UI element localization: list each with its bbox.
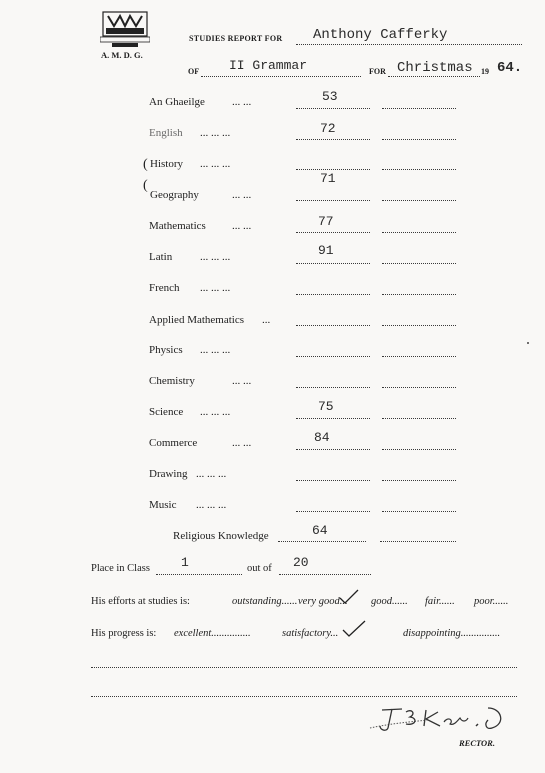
place-position: 1 bbox=[181, 555, 189, 570]
subject-leader: ... ... ... bbox=[200, 127, 231, 139]
subject-name: History bbox=[150, 158, 183, 170]
subject-mark: 53 bbox=[322, 89, 338, 104]
rector-signature-icon bbox=[368, 700, 513, 740]
history-geography-mark: 71 bbox=[320, 171, 336, 186]
mark-line bbox=[296, 232, 370, 233]
efforts-very-good: very good... bbox=[298, 596, 348, 607]
mark-line bbox=[296, 418, 370, 419]
remark-line bbox=[382, 418, 456, 419]
year-suffix: 64. bbox=[497, 60, 523, 76]
remarks-line bbox=[91, 667, 517, 668]
mark-line bbox=[278, 541, 366, 542]
term-line bbox=[388, 76, 480, 77]
subject-name: Latin bbox=[149, 251, 173, 263]
efforts-fair: fair...... bbox=[425, 596, 455, 607]
subject-leader: ... ... ... bbox=[200, 251, 231, 263]
subject-leader: ... bbox=[262, 314, 271, 326]
mark-line bbox=[296, 325, 370, 326]
for-label: FOR bbox=[369, 67, 386, 76]
subject-name: An Ghaeilge bbox=[149, 96, 205, 108]
subject-leader: ... ... ... bbox=[196, 499, 227, 511]
subject-leader: ... ... ... bbox=[200, 282, 231, 294]
mark-line bbox=[296, 263, 370, 264]
subject-leader: ... ... ... bbox=[196, 468, 227, 480]
subject-leader: ... ... bbox=[232, 375, 252, 387]
check-mark-icon bbox=[341, 619, 367, 639]
subject-name: Science bbox=[149, 406, 184, 418]
remark-line bbox=[382, 139, 456, 140]
class-line bbox=[201, 76, 361, 77]
mark-line bbox=[296, 449, 370, 450]
subject-leader: ... ... bbox=[232, 437, 252, 449]
progress-excellent: excellent............... bbox=[174, 628, 251, 639]
remarks-line bbox=[91, 696, 517, 697]
mark-line bbox=[296, 356, 370, 357]
class-total: 20 bbox=[293, 555, 309, 570]
remark-line bbox=[382, 232, 456, 233]
subject-name: Religious Knowledge bbox=[173, 530, 269, 542]
subject-name: Mathematics bbox=[149, 220, 206, 232]
efforts-outstanding: outstanding...... bbox=[232, 596, 298, 607]
subject-name: English bbox=[149, 127, 183, 139]
term: Christmas bbox=[397, 60, 473, 76]
place-label: Place in Class bbox=[91, 563, 150, 574]
efforts-poor: poor...... bbox=[474, 596, 509, 607]
remark-line bbox=[382, 480, 456, 481]
mark-line bbox=[296, 480, 370, 481]
bracket-bottom: ( bbox=[143, 178, 148, 193]
report-for-label: STUDIES REPORT FOR bbox=[189, 34, 283, 43]
bracket-top: ( bbox=[143, 157, 148, 172]
subject-mark: 77 bbox=[318, 214, 334, 229]
rector-label: RECTOR. bbox=[459, 738, 495, 748]
subject-mark: 75 bbox=[318, 399, 334, 414]
mark-line bbox=[296, 169, 370, 170]
school-crest-icon bbox=[100, 10, 150, 48]
remark-line bbox=[382, 325, 456, 326]
subject-leader: ... ... ... bbox=[200, 406, 231, 418]
remark-line bbox=[382, 263, 456, 264]
remark-line bbox=[382, 108, 456, 109]
total-line bbox=[279, 574, 371, 575]
remark-line bbox=[382, 387, 456, 388]
remark-line bbox=[382, 294, 456, 295]
mark-line bbox=[296, 387, 370, 388]
subject-mark: 64 bbox=[312, 523, 328, 538]
subject-name: French bbox=[149, 282, 180, 294]
subject-name: Music bbox=[149, 499, 177, 511]
subject-name: Drawing bbox=[149, 468, 188, 480]
subject-mark: 72 bbox=[320, 121, 336, 136]
subject-leader: ... ... ... bbox=[200, 158, 231, 170]
subject-name: Chemistry bbox=[149, 375, 195, 387]
progress-satisfactory: satisfactory... bbox=[282, 628, 339, 639]
subject-leader: ... ... bbox=[232, 96, 252, 108]
motto: A. M. D. G. bbox=[101, 50, 143, 60]
subject-name: Applied Mathematics bbox=[149, 314, 245, 326]
name-line bbox=[296, 44, 522, 45]
subject-mark: 91 bbox=[318, 243, 334, 258]
year-prefix: 19 bbox=[481, 67, 489, 76]
progress-label: His progress is: bbox=[91, 628, 157, 639]
mark-line bbox=[296, 511, 370, 512]
of-label: OF bbox=[188, 67, 200, 76]
remark-line bbox=[382, 169, 456, 170]
class-name: II Grammar bbox=[229, 58, 308, 73]
paper-speck bbox=[527, 342, 529, 344]
mark-line bbox=[296, 200, 370, 201]
subject-name: Commerce bbox=[149, 437, 198, 449]
remark-line bbox=[382, 356, 456, 357]
efforts-good: good...... bbox=[371, 596, 408, 607]
mark-line bbox=[296, 294, 370, 295]
subject-leader: ... ... bbox=[232, 189, 252, 201]
efforts-label: His efforts at studies is: bbox=[91, 596, 190, 607]
mark-line bbox=[296, 139, 370, 140]
mark-line bbox=[296, 108, 370, 109]
subject-mark: 84 bbox=[314, 430, 330, 445]
subject-leader: ... ... ... bbox=[200, 344, 231, 356]
place-line bbox=[156, 574, 242, 575]
subject-name: Physics bbox=[149, 344, 183, 356]
check-mark-icon bbox=[338, 588, 360, 606]
student-name: Anthony Cafferky bbox=[313, 27, 448, 43]
remark-line bbox=[382, 449, 456, 450]
subject-leader: ... ... bbox=[232, 220, 252, 232]
remark-line bbox=[380, 541, 456, 542]
subject-name: Geography bbox=[150, 189, 199, 201]
remark-line bbox=[382, 200, 456, 201]
out-of-label: out of bbox=[247, 563, 272, 574]
progress-disappointing: disappointing............... bbox=[403, 628, 501, 639]
remark-line bbox=[382, 511, 456, 512]
